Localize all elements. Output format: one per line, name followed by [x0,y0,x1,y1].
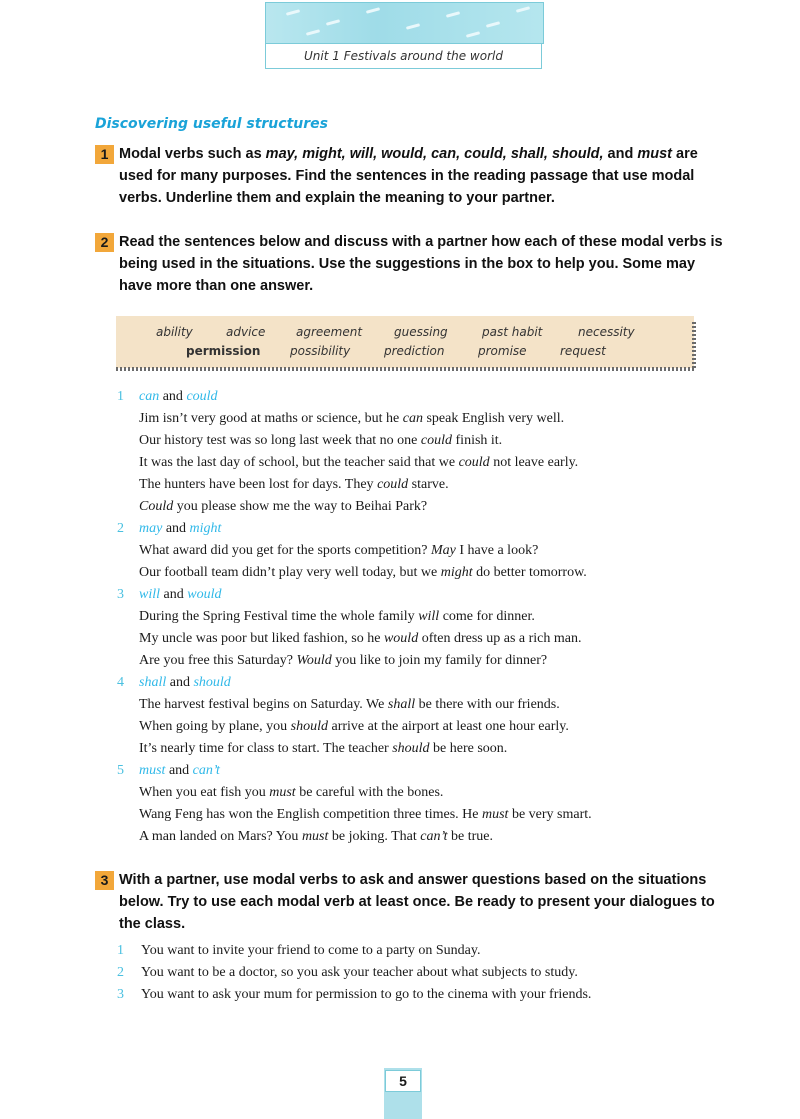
box-border-right [692,322,696,368]
sentence-segment: I have a look? [455,543,539,558]
sentence-segment: will [418,609,440,624]
example-sentence [139,804,717,826]
situation-text: You want to invite your friend to come to a party on Sunday. [141,943,481,958]
word-necessity: necessity [578,325,635,339]
sentence-segment: Wang Feng has won the English competition three times. He [139,807,482,822]
example-group [117,518,717,584]
task-number-3: 3 [95,871,114,890]
sentence-segment: be careful with the bones. [295,785,444,800]
modal-verb: will [139,587,161,602]
sentence-segment: Our history test was so long last week that no one [139,433,421,448]
example-group [117,386,717,518]
sentence-segment: might [440,565,473,580]
example-sentence [139,562,717,584]
example-number: 4 [117,675,124,690]
word-advice: advice [226,325,266,339]
word-ability: ability [156,325,193,339]
sentence-segment: must [301,829,329,844]
task-1-segment: may, might, will, would, can, could, shall, should, [265,146,604,162]
word-prediction: prediction [384,344,445,358]
sentence-segment: speak English very well. [422,411,565,426]
modal-verb: shall [139,675,167,690]
word-request: request [560,344,606,358]
example-sentence [139,716,717,738]
task-number-1: 1 [95,145,114,164]
modal-verb: can [139,389,160,404]
word-agreement: agreement [296,325,363,339]
example-sentence [139,826,717,848]
sentence-segment: could [458,455,490,470]
sentence-segment: often dress up as a rich man. [418,631,582,646]
example-sentence [139,782,717,804]
sentence-segment: would [383,631,419,646]
page-number: 5 [385,1070,421,1092]
sentence-segment: What award did you get for the sports competition? [139,543,431,558]
task-1-segment: are used for many purposes. Find the sentences in the reading passage that use modal verbs. Underline them and explain the meaning to your partner. [119,146,698,206]
example-sentence [139,430,717,452]
example-sentence [139,496,717,518]
sentence-segment: not leave early. [489,455,579,470]
modal-verb: can’t [192,763,220,778]
modal-verb: would [187,587,222,602]
sentence-segment: Are you free this Saturday? [139,653,297,668]
suggestion-word-box [116,316,694,368]
sentence-segment: When you eat fish you [139,785,270,800]
situation-item [117,940,717,962]
sentence-segment: you please show me the way to Beihai Park? [173,499,428,514]
sentence-segment: do better tomorrow. [472,565,587,580]
task-2-text: Read the sentences below and discuss with a partner how each of these modal verbs is being used in the situations. Use the suggestions in the box to help you. Some may have more than one answer. [119,234,723,294]
sentence-segment: My uncle was poor but liked fashion, so he [139,631,384,646]
sentence-segment: It’s nearly time for class to start. The teacher [139,741,393,756]
sentence-segment: A man landed on Mars? You [139,829,302,844]
sentence-segment: The harvest festival begins on Saturday. We [139,697,388,712]
modal-verb: should [193,675,231,690]
word-permission: permission [186,344,261,358]
word-promise: promise [478,344,527,358]
example-number: 5 [117,763,124,778]
example-sentence [139,452,717,474]
sentence-segment: should [290,719,328,734]
sentence-segment: be here soon. [429,741,508,756]
sentence-segment: It was the last day of school, but the teacher said that we [139,455,459,470]
box-border-bottom [116,367,694,371]
task-1-segment: must [637,146,673,162]
example-sentence [139,650,717,672]
sentence-segment: can [402,411,423,426]
modal-verb: could [186,389,218,404]
unit-title: Unit 1 Festivals around the world [265,43,542,69]
sentence-segment: be very smart. [508,807,592,822]
conjunction: and [160,587,188,602]
sentence-segment: Would [296,653,332,668]
sentence-segment: Our football team didn’t play very well today, but we [139,565,441,580]
word-possibility: possibility [290,344,351,358]
example-sentence [139,408,717,430]
sentence-segment: can’t [420,829,448,844]
task-1 [95,143,725,209]
task-1-segment: and [603,146,638,162]
sentence-segment: finish it. [452,433,503,448]
situation-item [117,962,717,984]
modal-verb: may [139,521,163,536]
example-sentence [139,694,717,716]
sentence-segment: During the Spring Festival time the whole family [139,609,419,624]
example-sentence [139,628,717,650]
sentence-segment: starve. [408,477,449,492]
sentence-segment: be true. [447,829,493,844]
sentence-segment: be there with our friends. [415,697,560,712]
example-group [117,672,717,760]
situation-number: 2 [117,965,124,980]
example-sentence [139,738,717,760]
example-heading [139,672,717,694]
situation-text: You want to be a doctor, so you ask your teacher about what subjects to study. [141,965,578,980]
modal-verb: might [189,521,222,536]
header-banner [265,2,544,44]
example-heading [139,386,717,408]
situation-text: You want to ask your mum for permission to go to the cinema with your friends. [141,987,592,1002]
sentence-segment: arrive at the airport at least one hour early. [327,719,569,734]
conjunction: and [162,521,190,536]
situation-number: 3 [117,987,124,1002]
example-group [117,760,717,848]
conjunction: and [159,389,187,404]
sentence-segment: could [377,477,409,492]
example-number: 3 [117,587,124,602]
sentence-segment: be joking. That [328,829,421,844]
sentence-segment: May [430,543,456,558]
task-2 [95,231,725,297]
example-sentence [139,606,717,628]
example-number: 2 [117,521,124,536]
sentence-segment: should [392,741,430,756]
sentence-segment: must [481,807,509,822]
example-heading [139,518,717,540]
example-sentence [139,474,717,496]
sentence-segment: must [269,785,296,800]
example-heading [139,760,717,782]
sentence-segment: could [420,433,453,448]
page-number-tab [384,1068,422,1119]
conjunction: and [166,675,194,690]
sentence-segment: you like to join my family for dinner? [331,653,548,668]
sentence-segment: When going by plane, you [139,719,291,734]
sentence-segment: The hunters have been lost for days. They [139,477,378,492]
example-sentence [139,540,717,562]
word-past-habit: past habit [482,325,543,339]
section-title: Discovering useful structures [95,116,328,132]
task-number-2: 2 [95,233,114,252]
modal-verb: must [139,763,166,778]
task-1-segment: Modal verbs such as [119,146,266,162]
example-heading [139,584,717,606]
sentence-segment: Jim isn’t very good at maths or science, but he [139,411,403,426]
example-group [117,584,717,672]
example-number: 1 [117,389,124,404]
situation-number: 1 [117,943,124,958]
task-3-text: With a partner, use modal verbs to ask and answer questions based on the situations below. Try to use each modal verb at least once. Be ready to present your dialogues to the class. [119,872,715,932]
word-guessing: guessing [394,325,448,339]
task-1-text [119,143,725,209]
situation-item [117,984,717,1006]
conjunction: and [165,763,193,778]
task-3 [95,869,725,935]
sentence-segment: come for dinner. [439,609,535,624]
sentence-segment: Could [139,499,174,514]
sentence-segment: shall [387,697,416,712]
